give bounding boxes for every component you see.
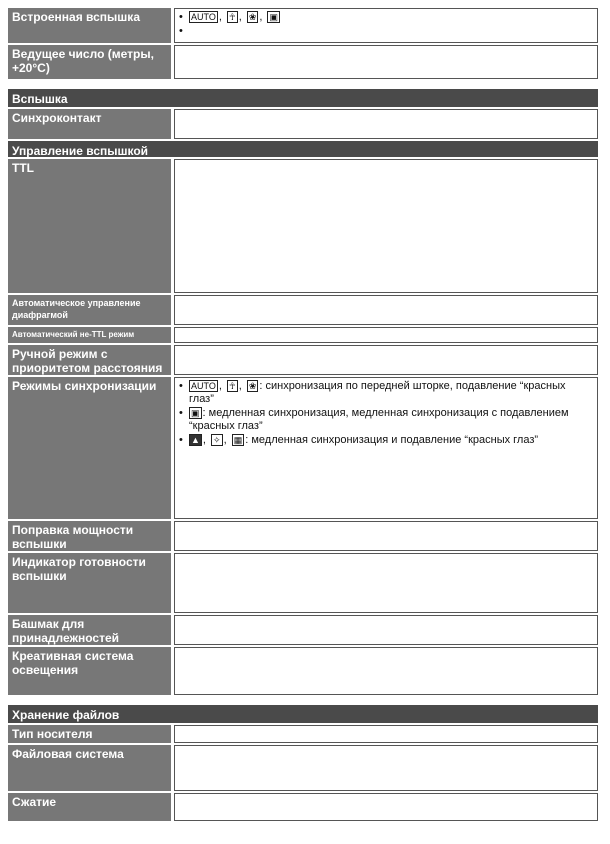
sync-mode-text: : синхронизация по передней шторке, подавление “красных глаз” xyxy=(189,380,566,405)
value-media-type xyxy=(174,725,598,743)
value-sync-contact xyxy=(174,109,598,139)
label-compression: Сжатие xyxy=(8,793,171,821)
row-auto-non-ttl xyxy=(8,327,598,345)
spec-table xyxy=(8,8,598,823)
sync-mode-text: : медленная синхронизация и подавление “красных глаз” xyxy=(245,434,539,446)
section-flash-control: Управление вспышкой xyxy=(8,141,598,159)
sync-mode-item xyxy=(179,407,593,433)
value-power-correction xyxy=(174,521,598,551)
value-accessory-shoe xyxy=(174,615,598,645)
section-storage: Хранение файлов xyxy=(8,705,598,725)
row-media-type xyxy=(8,725,598,745)
value-creative-lighting xyxy=(174,647,598,695)
row-compression xyxy=(8,793,598,823)
portrait-mode-icon: ☥ xyxy=(228,381,236,392)
sport-mode-icon: ✧ xyxy=(213,435,221,446)
label-auto-aperture: Автоматическое управление диафрагмой xyxy=(8,295,171,325)
label-creative-lighting: Креативная система освещения xyxy=(8,647,171,695)
value-guide-number xyxy=(174,45,598,79)
row-ttl xyxy=(8,159,598,295)
label-accessory-shoe: Башмак для принадлежностей xyxy=(8,615,171,645)
value-file-system xyxy=(174,745,598,791)
section-flash: Вспышка xyxy=(8,89,598,109)
row-file-system xyxy=(8,745,598,793)
row-guide-number xyxy=(8,45,598,81)
sync-mode-item: • ▲ , ✧ , ▦ : медленная синхронизация и подавление “красных глаз” xyxy=(179,434,593,447)
row-power-correction xyxy=(8,521,598,553)
sync-mode-item: • AUTO , ☥ , ❀ : синхронизация по передней шторке, подавление “красных глаз” xyxy=(179,380,593,406)
label-power-correction: Поправка мощности вспышки xyxy=(8,521,171,551)
label-sync-modes: Режимы синхронизации xyxy=(8,377,171,519)
label-manual-priority: Ручной режим с приоритетом расстояния xyxy=(8,345,171,375)
row-sync-modes xyxy=(8,377,598,521)
row-auto-aperture xyxy=(8,295,598,327)
value-ttl xyxy=(174,159,598,293)
value-ready-indicator xyxy=(174,553,598,613)
night-portrait-icon: ▣ xyxy=(191,408,200,419)
row-builtin-flash xyxy=(8,8,598,45)
auto-mode-icon: AUTO xyxy=(191,12,216,23)
portrait-mode-icon: ☥ xyxy=(228,12,236,23)
row-ready-indicator xyxy=(8,553,598,615)
night-portrait-icon: ▣ xyxy=(269,12,278,23)
label-auto-non-ttl: Автоматический не-TTL режим xyxy=(8,327,171,343)
landscape-mode-icon: ▲ xyxy=(191,435,200,446)
closeup-mode-icon: ❀ xyxy=(248,12,257,23)
row-creative-lighting xyxy=(8,647,598,697)
label-file-system: Файловая система xyxy=(8,745,171,791)
value-compression xyxy=(174,793,598,821)
row-sync-contact xyxy=(8,109,598,141)
label-ready-indicator: Индикатор готовности вспышки xyxy=(8,553,171,613)
label-builtin-flash: Встроенная вспышка xyxy=(8,8,171,43)
sync-mode-text: : медленная синхронизация, медленная синхронизация с подавлением “красных глаз” xyxy=(189,407,569,432)
row-manual-priority xyxy=(8,345,598,377)
label-guide-number: Ведущее число (метры, +20°C) xyxy=(8,45,171,79)
label-ttl: TTL xyxy=(8,159,171,293)
row-accessory-shoe xyxy=(8,615,598,647)
value-auto-non-ttl xyxy=(174,327,598,343)
auto-mode-icon: AUTO xyxy=(191,381,216,392)
value-builtin-flash xyxy=(174,8,598,43)
label-media-type: Тип носителя xyxy=(8,725,171,743)
value-manual-priority xyxy=(174,345,598,375)
night-landscape-icon: ▦ xyxy=(233,435,243,446)
closeup-mode-icon: ❀ xyxy=(248,381,257,392)
label-sync-contact: Синхроконтакт xyxy=(8,109,171,139)
builtin-flash-item: • AUTO , ☥ , ❀ , ▣ xyxy=(179,11,593,24)
value-auto-aperture xyxy=(174,295,598,325)
value-sync-modes xyxy=(174,377,598,519)
